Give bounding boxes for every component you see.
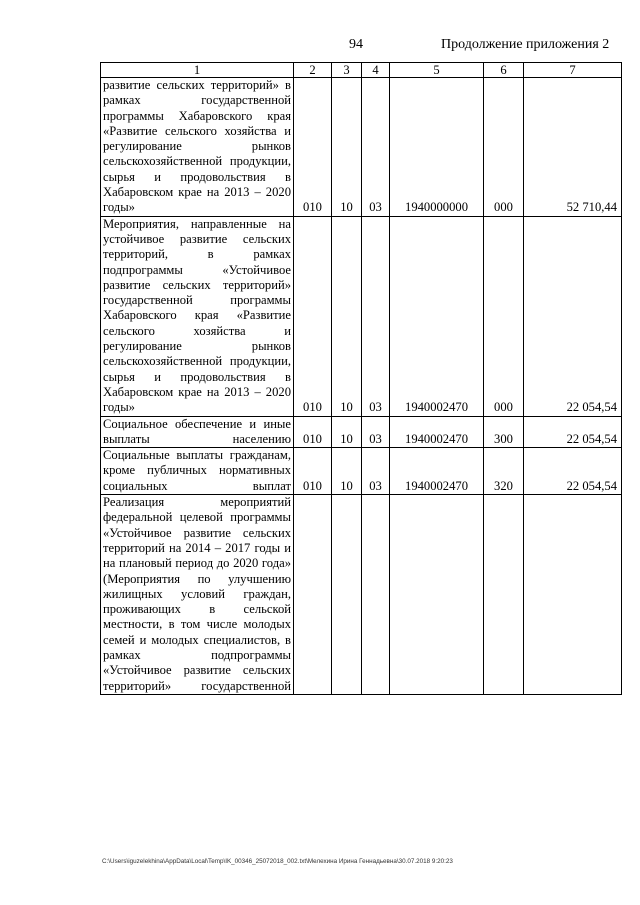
col-header-1: 1	[101, 63, 294, 78]
cell-target-article	[390, 495, 484, 695]
table-row	[101, 216, 622, 416]
cell-amount: 22 054,54	[524, 216, 622, 416]
cell-amount	[524, 495, 622, 695]
row-name: Социальные выплаты гражданам, кроме публичных нормативных социальных выплат	[101, 448, 294, 495]
cell-expense-type: 000	[484, 216, 524, 416]
cell-target-article: 1940002470	[390, 216, 484, 416]
header-row	[101, 63, 622, 78]
col-header-7: 7	[524, 63, 622, 78]
cell-admin-code: 010	[294, 448, 332, 495]
cell-admin-code	[294, 495, 332, 695]
budget-table	[100, 62, 622, 695]
table-row	[101, 495, 622, 695]
file-path-footer: C:\Users\iguzelekhina\AppData\Local\Temp\IK_00346_25072018_002.txt\Мелехина Ирина Геннадьевна\30.07.2018 9:20:23	[102, 858, 453, 865]
cell-amount: 22 054,54	[524, 448, 622, 495]
cell-subsection	[362, 495, 390, 695]
col-header-6: 6	[484, 63, 524, 78]
row-name: развитие сельских территорий» в рамках государственной программы Хабаровского края «Развитие сельского хозяйства и регулирование рынков сельскохозяйственной продукции, сырья и продовольствия в Хабаровском крае на 2013 – 2020 годы»	[101, 78, 294, 217]
cell-section	[332, 495, 362, 695]
table-row	[101, 416, 622, 448]
cell-target-article: 1940002470	[390, 416, 484, 448]
cell-target-article: 1940000000	[390, 78, 484, 217]
col-header-4: 4	[362, 63, 390, 78]
page-number: 94	[349, 37, 363, 52]
cell-admin-code: 010	[294, 78, 332, 217]
col-header-5: 5	[390, 63, 484, 78]
row-name: Мероприятия, направленные на устойчивое развитие сельских территорий, в рамках подпрограммы «Устойчивое развитие сельских территорий» государственной программы Хабаровского края «Развитие сельского хозяйства и регулирование рынков сельскохозяйственной продукции, сырья и продовольствия в Хабаровском крае на 2013 – 2020 годы»	[101, 216, 294, 416]
cell-expense-type: 300	[484, 416, 524, 448]
cell-subsection: 03	[362, 448, 390, 495]
cell-amount: 52 710,44	[524, 78, 622, 217]
cell-expense-type: 000	[484, 78, 524, 217]
cell-section: 10	[332, 216, 362, 416]
cell-subsection: 03	[362, 216, 390, 416]
cell-section: 10	[332, 78, 362, 217]
cell-section: 10	[332, 448, 362, 495]
row-name: Социальное обеспечение и иные выплаты населению	[101, 416, 294, 448]
col-header-3: 3	[332, 63, 362, 78]
cell-admin-code: 010	[294, 416, 332, 448]
row-name: Реализация мероприятий федеральной целевой программы «Устойчивое развитие сельских территорий на 2014 – 2017 годы и на плановый период до 2020 года» (Мероприятия по улучшению жилищных условий граждан, проживающих в сельской местности, в том числе молодых семей и молодых специалистов, в рамках подпрограммы «Устойчивое развитие сельских территорий» государственной	[101, 495, 294, 695]
cell-section: 10	[332, 416, 362, 448]
table-row	[101, 448, 622, 495]
cell-admin-code: 010	[294, 216, 332, 416]
cell-expense-type: 320	[484, 448, 524, 495]
cell-expense-type	[484, 495, 524, 695]
continuation-title: Продолжение приложения 2	[441, 37, 610, 52]
cell-amount: 22 054,54	[524, 416, 622, 448]
cell-subsection: 03	[362, 416, 390, 448]
cell-target-article: 1940002470	[390, 448, 484, 495]
col-header-2: 2	[294, 63, 332, 78]
cell-subsection: 03	[362, 78, 390, 217]
table-row	[101, 78, 622, 217]
